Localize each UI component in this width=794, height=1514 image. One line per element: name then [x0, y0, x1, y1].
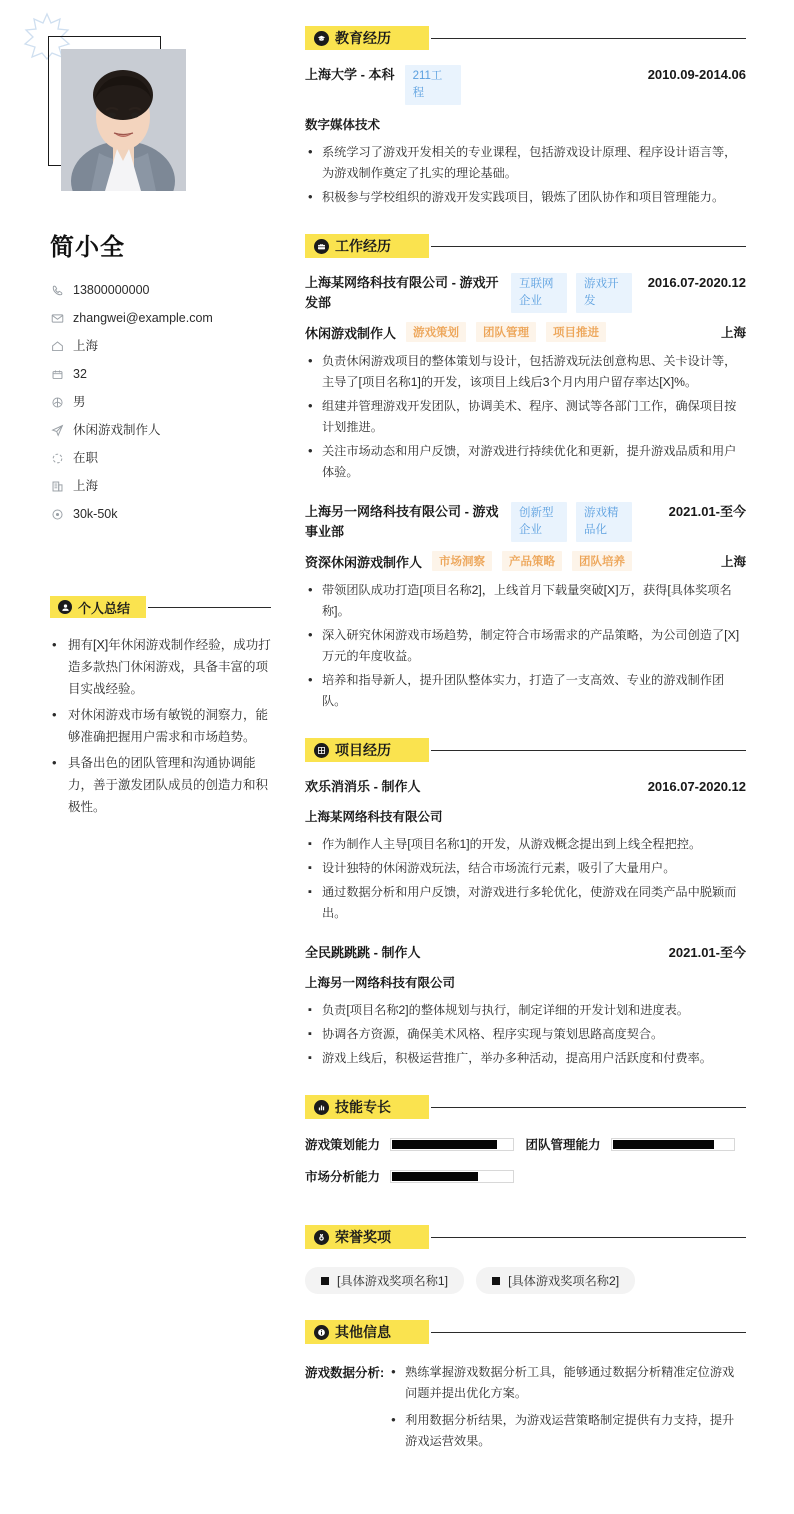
- info-row-gender: [50, 388, 271, 416]
- work-location: 上海: [720, 555, 746, 569]
- info-row-position: [50, 416, 271, 444]
- header-rule: [431, 1107, 746, 1108]
- entry-header: [305, 777, 746, 797]
- info-row-salary: [50, 500, 271, 528]
- header-rule: [431, 1332, 746, 1333]
- section-other-info: [305, 1320, 746, 1458]
- skill-item: [305, 1135, 526, 1153]
- company-tag: 互联网企业: [511, 273, 567, 313]
- company-tag: 创新型企业: [511, 502, 567, 542]
- contact-info-list: [50, 276, 271, 528]
- section-header-honors: [305, 1225, 746, 1249]
- other-badge: [305, 1320, 429, 1344]
- info-value: 休闲游戏制作人: [73, 422, 161, 437]
- info-row-age: [50, 360, 271, 388]
- info-value: 在职: [73, 450, 99, 465]
- skill-bar: [390, 1138, 514, 1151]
- project-name: 欢乐消消乐 - 制作人: [305, 779, 421, 794]
- skill-fill: [392, 1140, 497, 1149]
- list-item: • 组建并管理游戏开发团队，协调美术、程序、测试等各部门工作，确保项目按计划推进。: [305, 396, 746, 438]
- square-bullet-icon: [321, 1277, 329, 1285]
- info-row-phone: [50, 276, 271, 304]
- list-item: • 系统学习了游戏开发相关的专业课程，包括游戏设计原理、程序设计语言等，为游戏制作奠定了扎实的理论基础。: [305, 142, 746, 184]
- work-title: 工作经历: [335, 238, 391, 254]
- education-badge: [305, 26, 429, 50]
- skill-grid: [305, 1135, 746, 1199]
- list-item: • 关注市场动态和用户反馈，对游戏进行持续优化和更新，提升游戏品质和用户体验。: [305, 441, 746, 483]
- company-name: 上海另一网络科技有限公司 - 游戏事业部: [305, 504, 499, 539]
- home-icon: [50, 339, 64, 353]
- building-icon: [50, 479, 64, 493]
- medal-icon: [314, 1230, 329, 1245]
- skill-tag: 团队管理: [476, 322, 536, 342]
- list-item: • 带领团队成功打造[项目名称2]，上线首月下载量突破[X]万，获得[具体奖项名称]。: [305, 580, 746, 622]
- salary-icon: [50, 507, 64, 521]
- work-bullet-list: [305, 351, 746, 483]
- work-location: 上海: [720, 326, 746, 340]
- list-item: • 负责休闲游戏项目的整体策划与设计，包括游戏玩法创意构思、关卡设计等，主导了[项目名称1]的开发，该项目上线后3个月内用户留存率达[X]%。: [305, 351, 746, 393]
- job-title: 休闲游戏制作人: [305, 325, 397, 341]
- work-date: 2021.01-至今: [668, 504, 746, 519]
- list-item: • 深入研究休闲游戏市场趋势，制定符合市场需求的产品策略，为公司创造了[X]万元的年度收益。: [305, 625, 746, 667]
- section-education: [305, 26, 746, 208]
- header-rule: [431, 750, 746, 751]
- role-row: [305, 322, 746, 342]
- project-date: 2016.07-2020.12: [647, 779, 746, 794]
- info-value: zhangwei@example.com: [73, 310, 213, 325]
- info-row-workplace: [50, 472, 271, 500]
- skill-item: [526, 1135, 747, 1153]
- section-skills: [305, 1095, 746, 1199]
- entry-header: [305, 943, 746, 963]
- list-item: • 对休闲游戏市场有敏锐的洞察力，能够准确把握用户需求和市场趋势。: [50, 704, 271, 748]
- chart-icon: [314, 1100, 329, 1115]
- honors-badge: [305, 1225, 429, 1249]
- project-entry: [305, 943, 746, 1069]
- project-bullet-list: [305, 1000, 746, 1069]
- company-tag-group: [511, 273, 638, 313]
- honor-chip: [476, 1267, 635, 1294]
- projects-badge: [305, 738, 429, 762]
- section-header-work: [305, 234, 746, 258]
- entry-header: [305, 502, 746, 542]
- honors-title: 荣誉奖项: [335, 1229, 391, 1245]
- info-value: 30k-50k: [73, 506, 118, 521]
- role-row: [305, 551, 746, 571]
- education-bullet-list: [305, 142, 746, 208]
- education-tag: 211工程: [405, 65, 461, 105]
- header-rule: [431, 38, 746, 39]
- skill-tag: 产品策略: [502, 551, 562, 571]
- info-icon: [314, 1325, 329, 1340]
- calendar-icon: [50, 367, 64, 381]
- info-value: 32: [73, 366, 87, 381]
- list-item: ▪ 游戏上线后，积极运营推广，举办多种活动，提高用户活跃度和付费率。: [305, 1048, 746, 1069]
- info-value: 男: [73, 394, 86, 409]
- gender-icon: [50, 395, 64, 409]
- section-honors: [305, 1225, 746, 1294]
- education-entry: [305, 65, 746, 208]
- other-info-key: 游戏数据分析:: [305, 1366, 385, 1380]
- phone-icon: [50, 283, 64, 297]
- info-row-email: [50, 304, 271, 332]
- section-header-education: [305, 26, 746, 50]
- company-tag: 游戏开发: [576, 273, 632, 313]
- section-header-skills: [305, 1095, 746, 1119]
- projects-title: 项目经历: [335, 742, 391, 758]
- list-item: • 积极参与学校组织的游戏开发实践项目，锻炼了团队协作和项目管理能力。: [305, 187, 746, 208]
- list-item: • 拥有[X]年休闲游戏制作经验，成功打造多款热门休闲游戏，具备丰富的项目实战经验。: [50, 634, 271, 700]
- skill-bar: [611, 1138, 735, 1151]
- info-value: 上海: [73, 338, 99, 353]
- company-tag-group: [511, 502, 659, 542]
- list-item: ▪ 通过数据分析和用户反馈，对游戏进行多轮优化，使游戏在同类产品中脱颖而出。: [305, 882, 746, 924]
- skill-fill: [613, 1140, 715, 1149]
- company-tag: 游戏精品化: [576, 502, 632, 542]
- education-date: 2010.09-2014.06: [647, 67, 746, 82]
- list-item: ▪ 协调各方资源，确保美术风格、程序实现与策划思路高度契合。: [305, 1024, 746, 1045]
- status-icon: [50, 451, 64, 465]
- section-header-projects: [305, 738, 746, 762]
- section-work: [305, 234, 746, 712]
- photo-block: [40, 34, 220, 209]
- skill-bar: [390, 1170, 514, 1183]
- info-value: 上海: [73, 478, 99, 493]
- skill-tag: 市场洞察: [432, 551, 492, 571]
- send-icon: [50, 423, 64, 437]
- major-name: 数字媒体技术: [305, 118, 381, 132]
- header-rule: [148, 607, 271, 608]
- user-icon: [58, 600, 72, 614]
- other-bullet-list: [388, 1362, 746, 1458]
- main-content: [295, 0, 794, 1514]
- entry-header: [305, 65, 746, 105]
- project-company: 上海另一网络科技有限公司: [305, 976, 456, 990]
- summary-title: 个人总结: [78, 600, 131, 616]
- page-title: 简小全: [50, 234, 125, 261]
- project-name: 全民跳跳跳 - 制作人: [305, 945, 421, 960]
- company-name: 上海某网络科技有限公司 - 游戏开发部: [305, 275, 499, 310]
- honor-chip-group: [305, 1267, 746, 1294]
- info-row-status: [50, 444, 271, 472]
- section-header-summary: [50, 596, 271, 618]
- avatar: [61, 49, 186, 191]
- info-value: 13800000000: [73, 282, 150, 297]
- entry-header: [305, 273, 746, 313]
- skill-label: 团队管理能力: [525, 1138, 601, 1152]
- work-entry: [305, 273, 746, 483]
- honor-chip: [305, 1267, 464, 1294]
- job-title: 资深休闲游戏制作人: [305, 554, 423, 570]
- skills-badge: [305, 1095, 429, 1119]
- education-title: 教育经历: [335, 30, 391, 46]
- list-item: • 具备出色的团队管理和沟通协调能力，善于激发团队成员的创造力和积极性。: [50, 752, 271, 818]
- list-item: • 培养和指导新人，提升团队整体实力，打造了一支高效、专业的游戏制作团队。: [305, 670, 746, 712]
- project-bullet-list: [305, 834, 746, 924]
- summary-bullet-list: [50, 634, 271, 818]
- skill-label: 游戏策划能力: [305, 1138, 381, 1152]
- work-entry: [305, 502, 746, 712]
- skill-label: 市场分析能力: [305, 1170, 381, 1184]
- skill-item: [305, 1167, 526, 1185]
- list-item: ▪ 作为制作人主导[项目名称1]的开发，从游戏概念提出到上线全程把控。: [305, 834, 746, 855]
- info-row-hometown: [50, 332, 271, 360]
- skills-title: 技能专长: [335, 1099, 391, 1115]
- honor-label: [具体游戏奖项名称1]: [337, 1274, 449, 1288]
- project-entry: [305, 777, 746, 924]
- work-badge: [305, 234, 429, 258]
- work-date: 2016.07-2020.12: [647, 275, 746, 290]
- list-item: • 利用数据分析结果，为游戏运营策略制定提供有力支持，提升游戏运营效果。: [388, 1410, 746, 1452]
- section-projects: [305, 738, 746, 1069]
- grid-icon: [314, 743, 329, 758]
- other-title: 其他信息: [335, 1324, 391, 1340]
- project-date: 2021.01-至今: [668, 945, 746, 960]
- skill-tag: 游戏策划: [406, 322, 466, 342]
- other-info-row: [305, 1362, 746, 1458]
- square-bullet-icon: [492, 1277, 500, 1285]
- school-name: 上海大学 - 本科: [305, 67, 395, 82]
- skill-fill: [392, 1172, 478, 1181]
- list-item: ▪ 设计独特的休闲游戏玩法，结合市场流行元素，吸引了大量用户。: [305, 858, 746, 879]
- header-rule: [431, 246, 746, 247]
- honor-label: [具体游戏奖项名称2]: [508, 1274, 620, 1288]
- skill-tag: 项目推进: [546, 322, 606, 342]
- section-header-other: [305, 1320, 746, 1344]
- skill-tag: 团队培养: [572, 551, 632, 571]
- summary-badge: [50, 596, 146, 618]
- work-bullet-list: [305, 580, 746, 712]
- list-item: • 熟练掌握游戏数据分析工具，能够通过数据分析精准定位游戏问题并提出优化方案。: [388, 1362, 746, 1404]
- list-item: ▪ 负责[项目名称2]的整体规划与执行，制定详细的开发计划和进度表。: [305, 1000, 746, 1021]
- graduation-icon: [314, 31, 329, 46]
- project-company: 上海某网络科技有限公司: [305, 810, 443, 824]
- briefcase-icon: [314, 239, 329, 254]
- mail-icon: [50, 311, 64, 325]
- sidebar: [0, 0, 295, 822]
- header-rule: [431, 1237, 746, 1238]
